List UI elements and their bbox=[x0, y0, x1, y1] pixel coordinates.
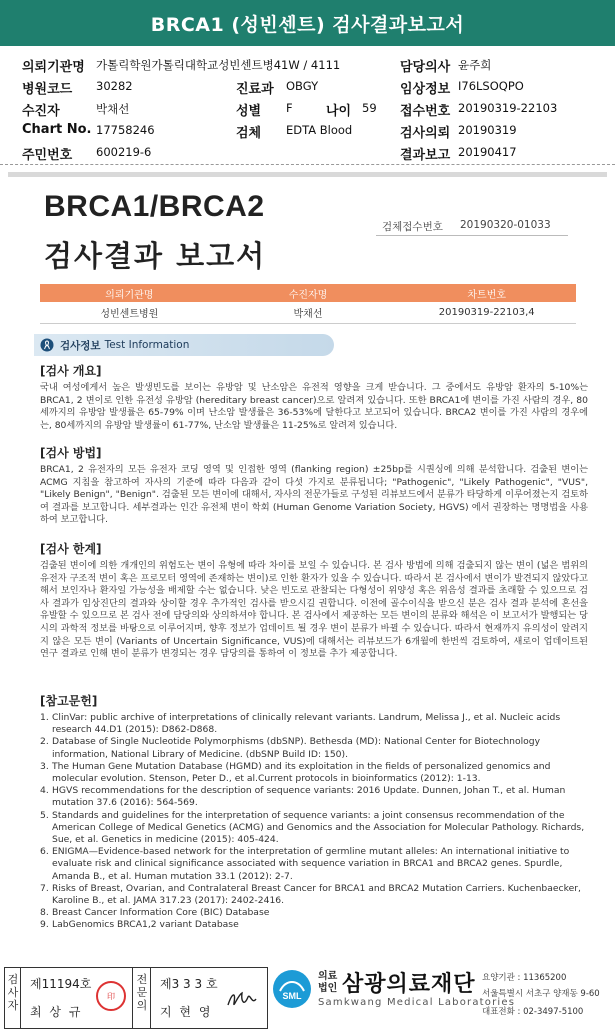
overview-section bbox=[40, 362, 588, 432]
references-section bbox=[40, 692, 588, 932]
reference-text: ENIGMA—Evidence-based network for the interpretation of germline mutant alleles: An international initiative to evaluate risk and clinical significance associated with sequence variation in BRCA1 and BRCA2 genes. Spurdle, Amanda B., et al. Human mutation 33.1 (2012): 2-7. bbox=[52, 846, 570, 882]
references-list bbox=[40, 712, 588, 932]
tab-title-text: Test Information bbox=[104, 339, 190, 351]
table-header-row bbox=[40, 284, 576, 302]
overview-heading: [검사 개요] bbox=[40, 364, 102, 378]
reference-text: The Human Gene Mutation Database (HGMD) and its exploitation in the fields of personalized genomics and molecular evolution. Stenson, Peter D., et al.Current protocols in bioinformatics (2012): 1-13. bbox=[52, 760, 551, 785]
ribbon-icon bbox=[40, 338, 54, 352]
clinical-value: I76LSOQPO bbox=[458, 79, 524, 93]
list-item: 7. Risks of Breast, Ovarian, and Contralateral Breast Cancer for BRCA1 and BRCA2 Mutation Carriers. Kuchenbaecker, Karoline B., et al. JAMA 317.23 (2017): 2402-2416. bbox=[40, 883, 588, 907]
hospital-code-label: 병원코드 bbox=[22, 82, 73, 97]
method-text: BRCA1, 2 유전자의 모든 유전자 코딩 영역 및 인접한 영역 (flanking region) ±25bp를 시퀀싱에 의해 분석합니다. 검출된 변이는 ACMG 지침을 참고하여 자사의 기준에 따라 다음과 같이 다섯 가지로 분류됩니다; "Pathogenic", "Likely Pathogenic", "VUS", "Likely Benign", "Benign". 검출된 모든 변이에 대해서, 자사의 전문가들로 구성된 리뷰보드에서 분류가 타당하게 이루어졌는지 검토하여 결과를 보고합니다. 세부결과는 인간 유전체 변이 학회 (Human Genome Variation Society, HGVS) 에서 권장하는 명명법을 사용하여 보고합니다. bbox=[40, 464, 588, 526]
request-value: 20190319 bbox=[458, 123, 517, 137]
lab-code: 요양기관 : 11365200 bbox=[482, 973, 567, 983]
specimen-receipt-label: 검체접수번호 bbox=[382, 221, 443, 233]
test-info-tab bbox=[34, 334, 334, 356]
doc-title-report: 검사결과 보고서 bbox=[44, 239, 267, 273]
signature-icon bbox=[224, 985, 260, 1015]
specimen-receipt bbox=[376, 216, 568, 236]
specimen-label: 검체 bbox=[236, 126, 262, 141]
table-cell: 박채선 bbox=[293, 309, 323, 320]
reviewer-name: 지 현 영 bbox=[160, 1005, 213, 1019]
reference-text: LabGenomics BRCA1,2 variant Database bbox=[52, 919, 239, 931]
table-row bbox=[40, 302, 576, 324]
inspector-license-no: 제11194호 bbox=[30, 977, 92, 991]
list-item: 4. HGVS recommendations for the description of sequence variants: 2016 Update. Dunnen, Johan T., et al. Human mutation 37.6 (2016): 564-569. bbox=[40, 785, 588, 809]
age-value: 59 bbox=[362, 101, 377, 115]
brand-name: 삼광의료재단 bbox=[342, 972, 476, 997]
request-label: 검사의뢰 bbox=[400, 126, 451, 141]
reference-text: ClinVar: public archive of interpretations of clinically relevant variants. Landrum, Melissa J., et al. Nucleic acids research 44.D1 (2015): D862-D868. bbox=[52, 712, 561, 736]
method-heading: [검사 방법] bbox=[40, 446, 102, 460]
list-item: 9. LabGenomics BRCA1,2 variant Database bbox=[40, 919, 239, 931]
sex-label: 성별 bbox=[236, 104, 262, 119]
brand-small-text: 의료법인 bbox=[318, 971, 338, 994]
sml-logo-icon bbox=[272, 969, 312, 1009]
report-date-value: 20190417 bbox=[458, 145, 517, 159]
list-item: 5. Standards and guidelines for the interpretation of sequence variants: a joint consensus recommendation of the American College of Medical Genetics (ACMG) and Genomics and the Association for Molecular Pathology. Richards, Sue, et al. Genetics in medicine (2015): 405-424. bbox=[40, 810, 588, 847]
institution-value: 가톨릭학원가톨릭대학교성빈센트병41W / 4111 bbox=[96, 58, 341, 72]
list-item: 6. ENIGMA—Evidence-based network for the interpretation of germline mutant alleles: An international initiative to evaluate risk and clinical significance associated with sequence variation in BRCA1 and BRCA2 genes. Spurdle, Amanda B., et al. Human mutation 33.1 (2012): 2-7. bbox=[40, 846, 588, 883]
overview-text: 국내 여성에게서 높은 발생빈도를 보이는 유방암 및 난소암은 유전적 영향을 크게 받습니다. 그 중에서도 유방암 환자의 5-10%는 BRCA1, 2 변이로 인한 유전성 유방암 (hereditary breast cancer)으로 알려져 있습니다. 또한 BRCA1에 변이를 가진 사람의 경우, 80세까지의 유방암 발생률은 65-79% 이며 난소암 발생률은 36-53%에 달한다고 보고되어 있습니다. BRCA2 변이를 가진 사람의 경우에는, 80세까지의 유방암 발생률이 61-77%, 난소암 발생률은 11-25%로 알려져 있습니다. bbox=[40, 382, 588, 431]
lab-phone: 대표전화 : 02-3497-5100 bbox=[482, 1007, 584, 1017]
brand-english: Samkwang Medical Laboratories bbox=[318, 997, 516, 1008]
list-item: 2. Database of Single Nucleotide Polymorphisms (dbSNP). Bethesda (MD): National Center for Biotechnology information, National Library of Medicine. (dbSNP Build ID: 150). bbox=[40, 736, 588, 760]
limit-section bbox=[40, 540, 588, 661]
institution-label: 의뢰기관명 bbox=[22, 60, 85, 75]
doc-title-genes: BRCA1/BRCA2 bbox=[44, 190, 265, 223]
chart-label: Chart No. bbox=[22, 122, 92, 137]
hospital-code-value: 30282 bbox=[96, 79, 133, 93]
doctor-label: 담당의사 bbox=[400, 60, 451, 75]
signature-divider bbox=[150, 967, 151, 1029]
references-heading: [참고문헌] bbox=[40, 694, 98, 708]
resident-value: 600219-6 bbox=[96, 145, 152, 159]
subject-value: 박채선 bbox=[96, 102, 130, 116]
specimen-receipt-value: 20190320-01033 bbox=[460, 219, 551, 231]
reference-text: HGVS recommendations for the description of sequence variants: 2016 Update. Dunnen, Johan T., et al. Human mutation 37.6 (2016): 564-569. bbox=[52, 785, 566, 809]
sex-value: F bbox=[286, 101, 293, 115]
list-item: 3. The Human Gene Mutation Database (HGMD) and its exploitation in the fields of personalized genomics and molecular evolution. Stenson, Peter D., et al.Current protocols in bioinformatics (2012): 1-13. bbox=[40, 761, 588, 785]
report-footer bbox=[0, 965, 615, 1033]
specimen-value: EDTA Blood bbox=[286, 123, 353, 137]
patient-info-block bbox=[0, 50, 615, 162]
method-section bbox=[40, 444, 588, 527]
clinical-label: 임상정보 bbox=[400, 82, 451, 97]
reference-text: Breast Cancer Information Core (BIC) Database bbox=[52, 907, 270, 919]
signature-divider bbox=[132, 967, 133, 1029]
receipt-no-label: 접수번호 bbox=[400, 104, 451, 119]
reference-text: Risks of Breast, Ovarian, and Contralateral Breast Cancer for BRCA1 and BRCA2 Mutation Carriers. Kuchenbaecker, Karoline B., et al. JAMA 317.23 (2017): 2402-2416. bbox=[52, 882, 581, 907]
table-cell: 성빈센트병원 bbox=[100, 309, 159, 320]
header-divider bbox=[0, 164, 615, 168]
logo-text: SML bbox=[282, 991, 302, 1001]
table-header-cell: 의뢰기관명 bbox=[105, 289, 154, 301]
signature-divider bbox=[20, 967, 21, 1029]
limit-heading: [검사 한계] bbox=[40, 542, 102, 556]
inspector-name: 최 상 규 bbox=[30, 1005, 83, 1019]
dept-value: OBGY bbox=[286, 79, 319, 93]
inspector-label: 검사자 bbox=[7, 973, 19, 1012]
request-info-table bbox=[40, 284, 576, 324]
report-title-bar bbox=[0, 0, 615, 46]
table-header-cell: 수진자명 bbox=[288, 289, 328, 301]
subject-label: 수진자 bbox=[22, 104, 60, 119]
table-header-cell: 차트번호 bbox=[467, 289, 506, 301]
resident-label: 주민번호 bbox=[22, 148, 73, 163]
list-item: 1. ClinVar: public archive of interpretations of clinically relevant variants. Landrum, Melissa J., et al. Nucleic acids research 44.D1 (2015): D862-D868. bbox=[40, 712, 588, 736]
report-date-label: 결과보고 bbox=[400, 148, 451, 163]
table-cell: 20190319-22103,4 bbox=[438, 307, 535, 318]
reference-text: Database of Single Nucleotide Polymorphisms (dbSNP). Bethesda (MD): National Center for Biotechnology information, National Library of Medicine. (dbSNP Build ID: 150). bbox=[52, 736, 541, 760]
lab-address: 서울특별시 서초구 양재동 9-60 bbox=[482, 989, 600, 999]
page-top-rule bbox=[8, 172, 607, 177]
tab-title-bold: 검사정보 bbox=[60, 339, 101, 352]
age-label: 나이 bbox=[326, 104, 352, 119]
inspector-seal-icon: 印 bbox=[96, 981, 126, 1011]
reviewer-license-no: 제3 3 3 호 bbox=[160, 977, 218, 991]
reference-text: Standards and guidelines for the interpretation of sequence variants: a joint consensus recommendation of the American College of Medical Genetics (ACMG) and Genomics and the Association for Molecular Pathology. Richards, Sue, et al. Genetics in medicine (2015): 405-424. bbox=[52, 809, 585, 846]
chart-value: 17758246 bbox=[96, 123, 155, 137]
receipt-no-value: 20190319-22103 bbox=[458, 101, 558, 115]
limit-text: 검출된 변이에 의한 개개인의 위험도는 변이 유형에 따라 차이를 보일 수 있습니다. 본 검사 방법에 의해 검출되지 않는 변이 (넓은 범위의 유전자 구조적 변이 혹은 프로모터 영역에 존재하는 변이)로 인한 환자가 있을 수 있습니다. 따라서 본 검사에서 변이가 발견되지 않았다고 해서 보인자나 환자일 가능성을 배제할 수는 없습니다. 낮은 빈도로 관찰되는 다형성이 위양성 혹은 위음성 결과를 초래할 수 있으므로 검사 결과가 임상진단의 결과와 상이할 경우 추가적인 검사를 받으시길 권합니다. 이전에 골수이식을 받으신 분은 검사 결과 분석에 혼선을 유발할 수 있으므로 본 검사 전에 담당의와 상의하셔야 합니다. 본 검사에서 제공하는 모든 변이의 분류와 해석은 이 보고서가 발행되는 당시의 과학적 정보를 바탕으로 이루어지며, 향후 정보가 업데이트 될 경우 변이 분류가 바뀔 수 있습니다. 따라서 현재까지 유의성이 알려지지 않은 모든 변이 (Variants of Uncertain Significance, VUS)에 대해서는 리뷰보드가 6개월에 한번씩 검토하여, 새로이 업데이트된 연구 결과로 인해 변이 분류가 변경되는 경우 담당의를 통하여 이 정보를 추가 제공합니다. bbox=[40, 560, 588, 660]
reviewer-label: 전문의 bbox=[136, 973, 148, 1012]
dept-label: 진료과 bbox=[236, 82, 274, 97]
list-item: 8. Breast Cancer Information Core (BIC) Database bbox=[40, 907, 270, 919]
report-title: BRCA1 (성빈센트) 검사결과보고서 bbox=[150, 13, 465, 36]
doctor-value: 윤주희 bbox=[458, 58, 492, 72]
report-page bbox=[8, 172, 607, 960]
